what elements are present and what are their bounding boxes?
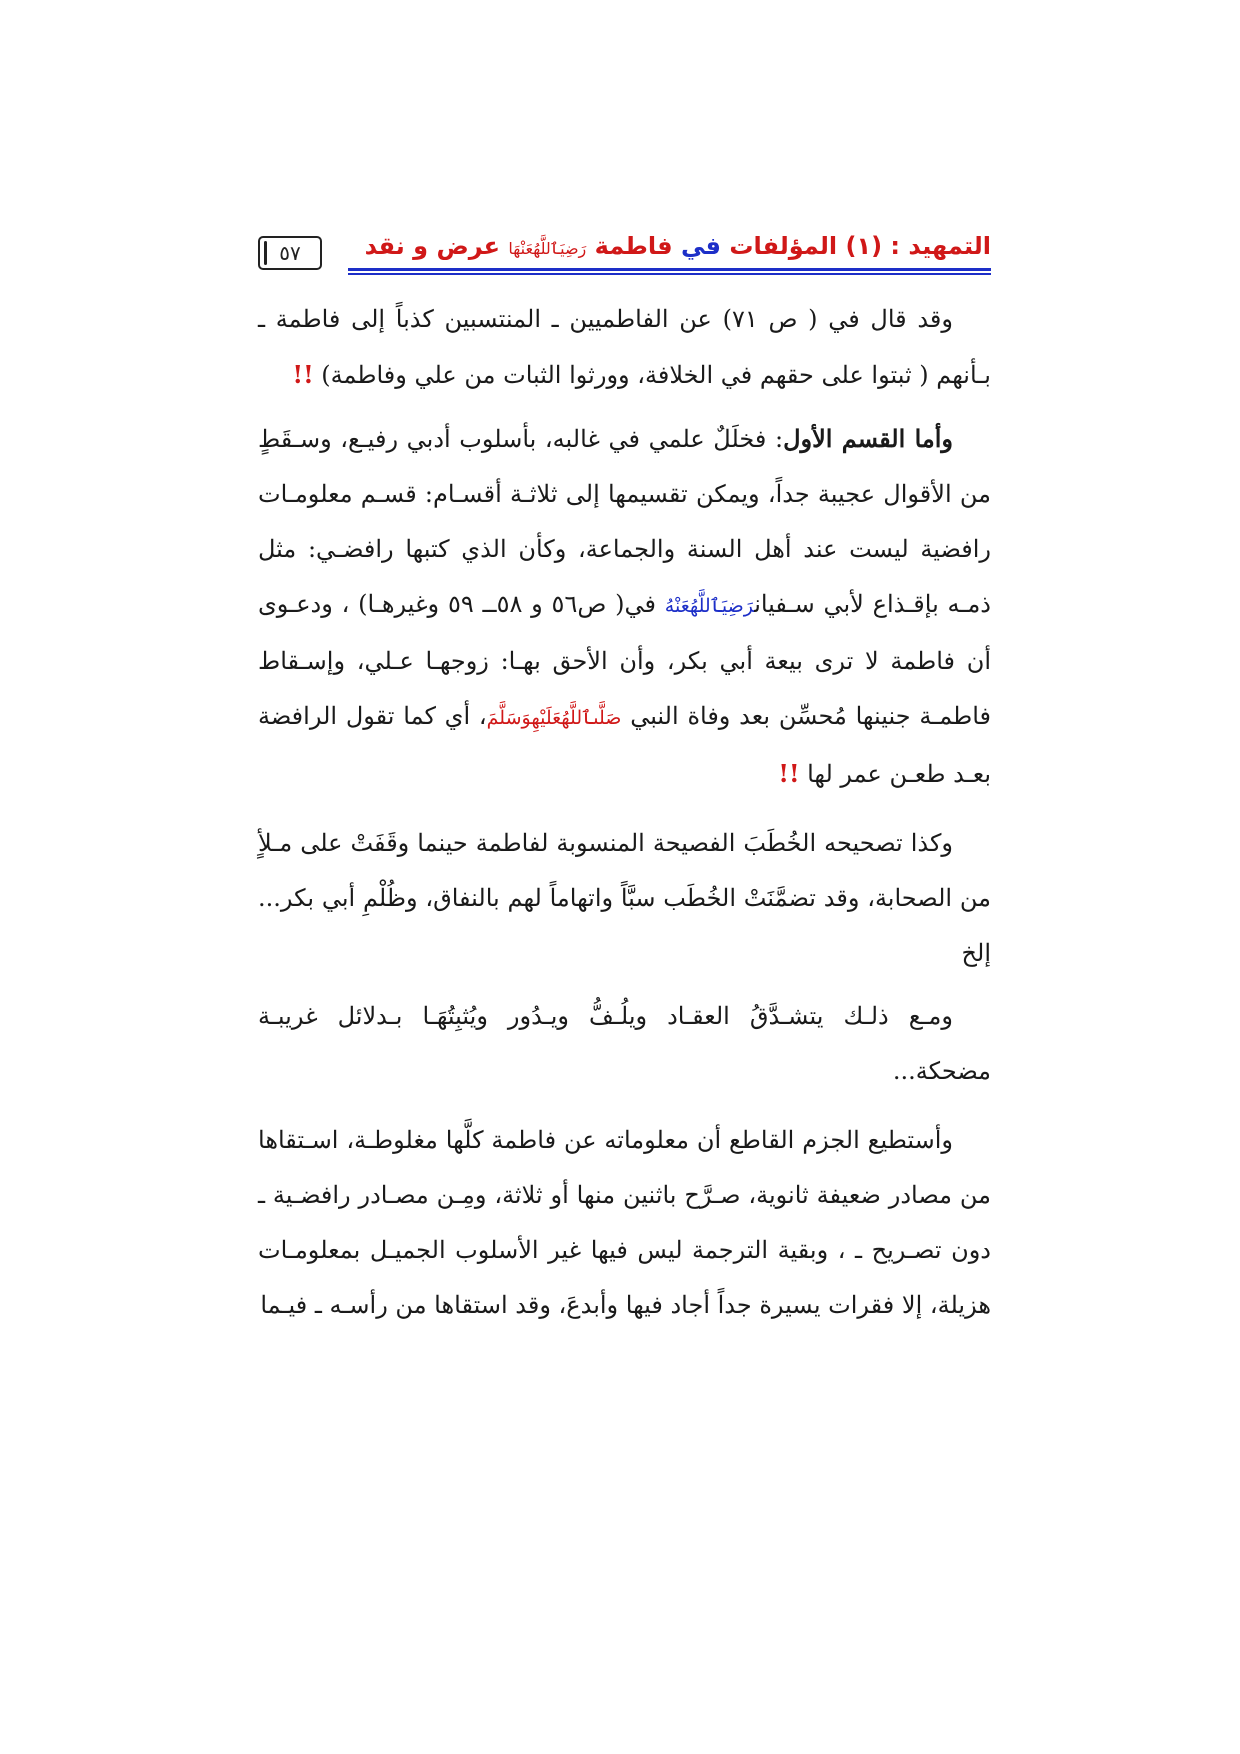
page-header xyxy=(258,228,991,270)
honorific-salla-allahu: صَلَّىٱللَّهُعَلَيْهِوَسَلَّمَ xyxy=(486,707,622,729)
header-rule-thick xyxy=(348,268,991,271)
exclamation-mark: !! xyxy=(292,360,314,389)
honorific-radiallahu-anhu: رَضِيَٱللَّهُعَنْهُ xyxy=(664,595,755,617)
title-segment-1: التمهيد : (١) المؤلفات xyxy=(720,232,991,260)
title-segment-4: عرض و نقد xyxy=(364,232,509,260)
chapter-title xyxy=(365,228,991,267)
paragraph-2-text-b: في( ص٥٦ و ٥٨ــ ٥٩ وغيرهـا) ، ودعـوى أن فاطمة لا ترى بيعة أبي بكر، وأن الأحق بهـا: زوجهـا عـلي، وإسـقاط فاطمـة جنينها مُحسِّن بعد وفاة النبي xyxy=(258,590,992,730)
paragraph-2-text-a: : فخلَلٌ علمي في غالبه، بأسلوب أدبي رفيـع، وسـقَطٍ من الأقوال عجيبة جداً، ويمكن تقسيمها إلى ثلاثـة أقسـام: قسـم معلومـات رافضية ليست عند أهل السنة والجماعة، وكأن الذي كتبها رافضـي: مثل ذمـه بإقـذاع لأبي سـفيان xyxy=(258,425,991,618)
paragraph-1 xyxy=(258,292,991,403)
paragraph-4: ومـع ذلـك يتشـدَّقُ العقـاد ويلُـفُّ ويـدُور ويُثبِتُهَـا بـدلائل غريبـة مضحكة... xyxy=(258,1002,991,1085)
paragraph-2-text-c: ، أي كما تقول الرافضة بعـد طعـن عمر لها xyxy=(258,702,991,788)
title-honorific: رَضِيَٱللَّهُعَنْهَا xyxy=(508,239,587,258)
page-number-text: ٥٧ xyxy=(279,241,301,265)
paragraph-3: وكذا تصحيحه الخُطَبَ الفصيحة المنسوبة لفاطمة حينما وقَفَتْ على مـلأٍ من الصحابة، وقد تضمَّنَتْ الخُطَب سبَّاً واتهاماً لهم بالنفاق، وظُلْمِ أبي بكر... إلخ xyxy=(258,829,991,967)
title-segment-2: في xyxy=(680,232,721,260)
paragraph-2-lead: وأما القسم الأول xyxy=(783,424,953,453)
exclamation-mark: !! xyxy=(778,759,800,788)
header-rule-thin xyxy=(348,273,991,275)
paragraph-2 xyxy=(258,411,991,802)
page-number xyxy=(258,236,322,270)
title-segment-3: فاطمة xyxy=(586,232,681,260)
page-body xyxy=(258,292,991,1333)
paragraph-5: وأستطيع الجزم القاطع أن معلوماته عن فاطمة كلَّها مغلوطـة، اسـتقاها من مصادر ضعيفة ثانوية، صـرَّح باثنين منها أو ثلاثة، ومِـن مصـادر رافضـية ـ دون تصـريح ـ ، وبقية الترجمة ليس فيها غير الأسلوب الجميـل بمعلومـات هزيلة، إلا فقرات يسيرة جداً أجاد فيها وأبدعَ، وقد استقاها من رأسـه ـ فيـما xyxy=(258,1126,991,1319)
paragraph-1-text: وقد قال في ( ص ٧١) عن الفاطميين ـ المنتسبين كذباً إلى فاطمة ـ بـأنهم ( ثبتوا على حقهم في الخلافة، وورثوا الثبات من علي وفاطمة) xyxy=(258,305,991,389)
